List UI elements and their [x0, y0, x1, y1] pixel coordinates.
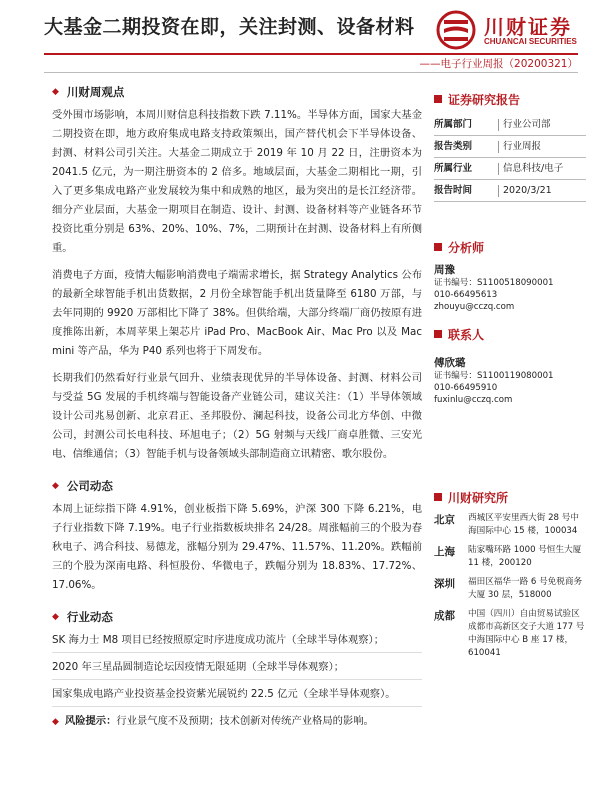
- report-info-row: [434, 136, 586, 158]
- contact-email[interactable]: fuxinlu@cczq.com: [434, 395, 513, 405]
- sidebar-heading-label: 联系人: [448, 327, 485, 342]
- office-city: 北京: [434, 514, 455, 526]
- office-address: 西城区平安里西大街 28 号中海国际中心 15 楼，100034: [468, 513, 579, 536]
- report-info-value: 行业公司部: [498, 119, 586, 131]
- diamond-bullet-icon: ◆: [52, 717, 59, 727]
- section-heading-industry: [52, 603, 422, 631]
- office-address: 中国（四川）自由贸易试验区成都市高新区交子大道 177 号中海国际中心 B 座 17 楼，610041: [468, 609, 585, 658]
- logo-text-en: CHUANCAI SECURITIES: [484, 37, 577, 46]
- section-heading-views: [52, 78, 422, 106]
- analyst-phone: 010-66495613: [434, 290, 498, 300]
- sidebar: [434, 90, 586, 660]
- contact-cert: 证书编号：S1100119080001: [434, 371, 554, 381]
- report-info-table: [434, 114, 586, 202]
- report-info-row: [434, 180, 586, 202]
- report-info-key: 所属部门: [434, 119, 473, 130]
- views-paragraph-1: 受外围市场影响，本周川财信息科技指数下跌 7.11%。半导体方面，国家大基金二期投资在即，地方政府集成电路支持政策频出，国产替代机会下半导体设备、封测、材料公司引关注。大基金二期成立于 2019 年 10 月 22 日，注册资本为 2041.5 亿元，为一期注册资本的 2 倍多。地域层面，大基金二期相比一期，引入了更多集成电路产业发展较为集中和成熟的地区，最为突出的是长江经济带。细分产业层面，大基金一期项目在制造、设计、封测、设备材料等产业链各环节投资比重分别是 63%、20%、10%、7%，二期预计在封测、设备材料上有所侧重。: [52, 109, 422, 254]
- section-heading-label: 行业动态: [66, 610, 113, 624]
- analyst-card: [434, 262, 586, 313]
- report-info-value: 信息科技/电子: [498, 163, 586, 175]
- views-paragraph-3: 长期我们仍然看好行业景气回升、业绩表现优异的半导体设备、封测、材料公司与受益 5G 发展的手机终端与智能设备产业链公司，建议关注：（1）半导体领域设计公司兆易创新、北京君正、圣邦股份、澜起科技，设备公司北方华创、中微公司，封测公司长电科技、环旭电子；（2）5G 射频与天线厂商卓胜微、三安光电、信维通信；（3）智能手机与设备领域头部制造商立讯精密、歌尔股份。: [52, 372, 422, 460]
- logo-text-cn: 川财证券: [484, 15, 572, 39]
- diamond-bullet-icon: ◆: [52, 87, 59, 97]
- company-logo: [436, 10, 576, 50]
- report-info-key: 所属行业: [434, 163, 473, 174]
- report-title: 大基金二期投资在即，关注封测、设备材料: [44, 16, 415, 38]
- square-bullet-icon: [434, 493, 442, 501]
- risk-warning: [52, 712, 422, 732]
- analyst-name: 周豫: [434, 264, 455, 276]
- contact-name: 傅欣璐: [434, 357, 466, 369]
- report-info-key: 报告类别: [434, 141, 473, 152]
- sidebar-heading-label: 分析师: [448, 240, 485, 255]
- section-heading-company: [52, 472, 422, 500]
- sidebar-heading-institute: [434, 488, 586, 506]
- sidebar-heading-contact: [434, 325, 586, 343]
- subtitle-divider: [44, 72, 578, 73]
- office-city: 上海: [434, 546, 455, 558]
- office-city: 深圳: [434, 578, 455, 590]
- square-bullet-icon: [434, 330, 442, 338]
- sidebar-heading-label: 川财研究所: [448, 490, 509, 505]
- analyst-cert: 证书编号：S1100518090001: [434, 278, 554, 288]
- office-item: [434, 608, 586, 660]
- contact-phone: 010-66495910: [434, 383, 498, 393]
- report-subtitle: ——电子行业周报（20200321）: [419, 58, 578, 70]
- contact-card: [434, 355, 586, 406]
- office-address: 福田区福华一路 6 号免税商务大厦 30 层，518000: [468, 577, 583, 600]
- square-bullet-icon: [434, 243, 442, 251]
- report-info-row: [434, 114, 586, 136]
- section-heading-label: 公司动态: [66, 479, 113, 493]
- office-item: [434, 576, 586, 602]
- sidebar-heading-label: 证券研究报告: [448, 92, 521, 107]
- sidebar-heading-analyst: [434, 238, 586, 256]
- risk-text: 行业景气度不及预期；技术创新对传统产业格局的影响。: [116, 715, 374, 727]
- industry-news-item: 2020 年三星晶圆制造论坛因疫情无限延期（全球半导体观察）；: [52, 658, 422, 680]
- report-info-row: [434, 158, 586, 180]
- report-info-key: 报告时间: [434, 185, 473, 196]
- office-list: [434, 512, 586, 660]
- office-address: 陆家嘴环路 1000 号恒生大厦 11 楼，200120: [468, 545, 582, 568]
- analyst-email[interactable]: zhouyu@cczq.com: [434, 302, 515, 312]
- diamond-bullet-icon: ◆: [52, 481, 59, 491]
- sidebar-heading-report: [434, 90, 586, 108]
- report-info-value: 2020/3/21: [498, 185, 586, 197]
- main-content: [52, 78, 422, 732]
- office-item: [434, 544, 586, 570]
- office-city: 成都: [434, 610, 455, 622]
- office-item: [434, 512, 586, 538]
- risk-label: 风险提示：: [64, 715, 117, 727]
- industry-news-item: 国家集成电路产业投资基金投资紫光展锐约 22.5 亿元（全球半导体观察）。: [52, 685, 422, 707]
- industry-news-item: SK 海力士 M8 项目已经按照原定时序进度成功流片（全球半导体观察）；: [52, 631, 422, 653]
- chuancai-logo-icon: [436, 10, 476, 50]
- report-info-value: 行业周报: [498, 141, 586, 153]
- diamond-bullet-icon: ◆: [52, 612, 59, 622]
- company-paragraph: 本周上证综指下降 4.91%，创业板指下降 5.69%，沪深 300 下降 6.21%，电子行业指数下降 7.19%。电子行业指数板块排名 24/28。周涨幅前三的个股为春秋电子、鸿合科技、易德龙，涨幅分别为 29.47%、11.57%、11.20%。跌幅前三的个股为深南电路、科恒股份、华微电子，跌幅分别为 18.83%、17.72%、17.06%。: [52, 503, 422, 591]
- square-bullet-icon: [434, 95, 442, 103]
- header-divider: [44, 53, 578, 55]
- views-paragraph-2: 消费电子方面，疫情大幅影响消费电子端需求增长，据 Strategy Analytics 公布的最新全球智能手机出货数据，2 月份全球智能手机出货量降至 6180 万部，与去年同期的 9920 万部相比下降了 38%。但供给端，大部分终端厂商仍按原有进度推陈出新，本周苹果上架芯片 iPad Pro、MacBook Air、Mac Pro 以及 Mac mini 等产品，华为 P40 系列也将于下周发布。: [52, 269, 422, 357]
- section-heading-label: 川财周观点: [66, 85, 125, 99]
